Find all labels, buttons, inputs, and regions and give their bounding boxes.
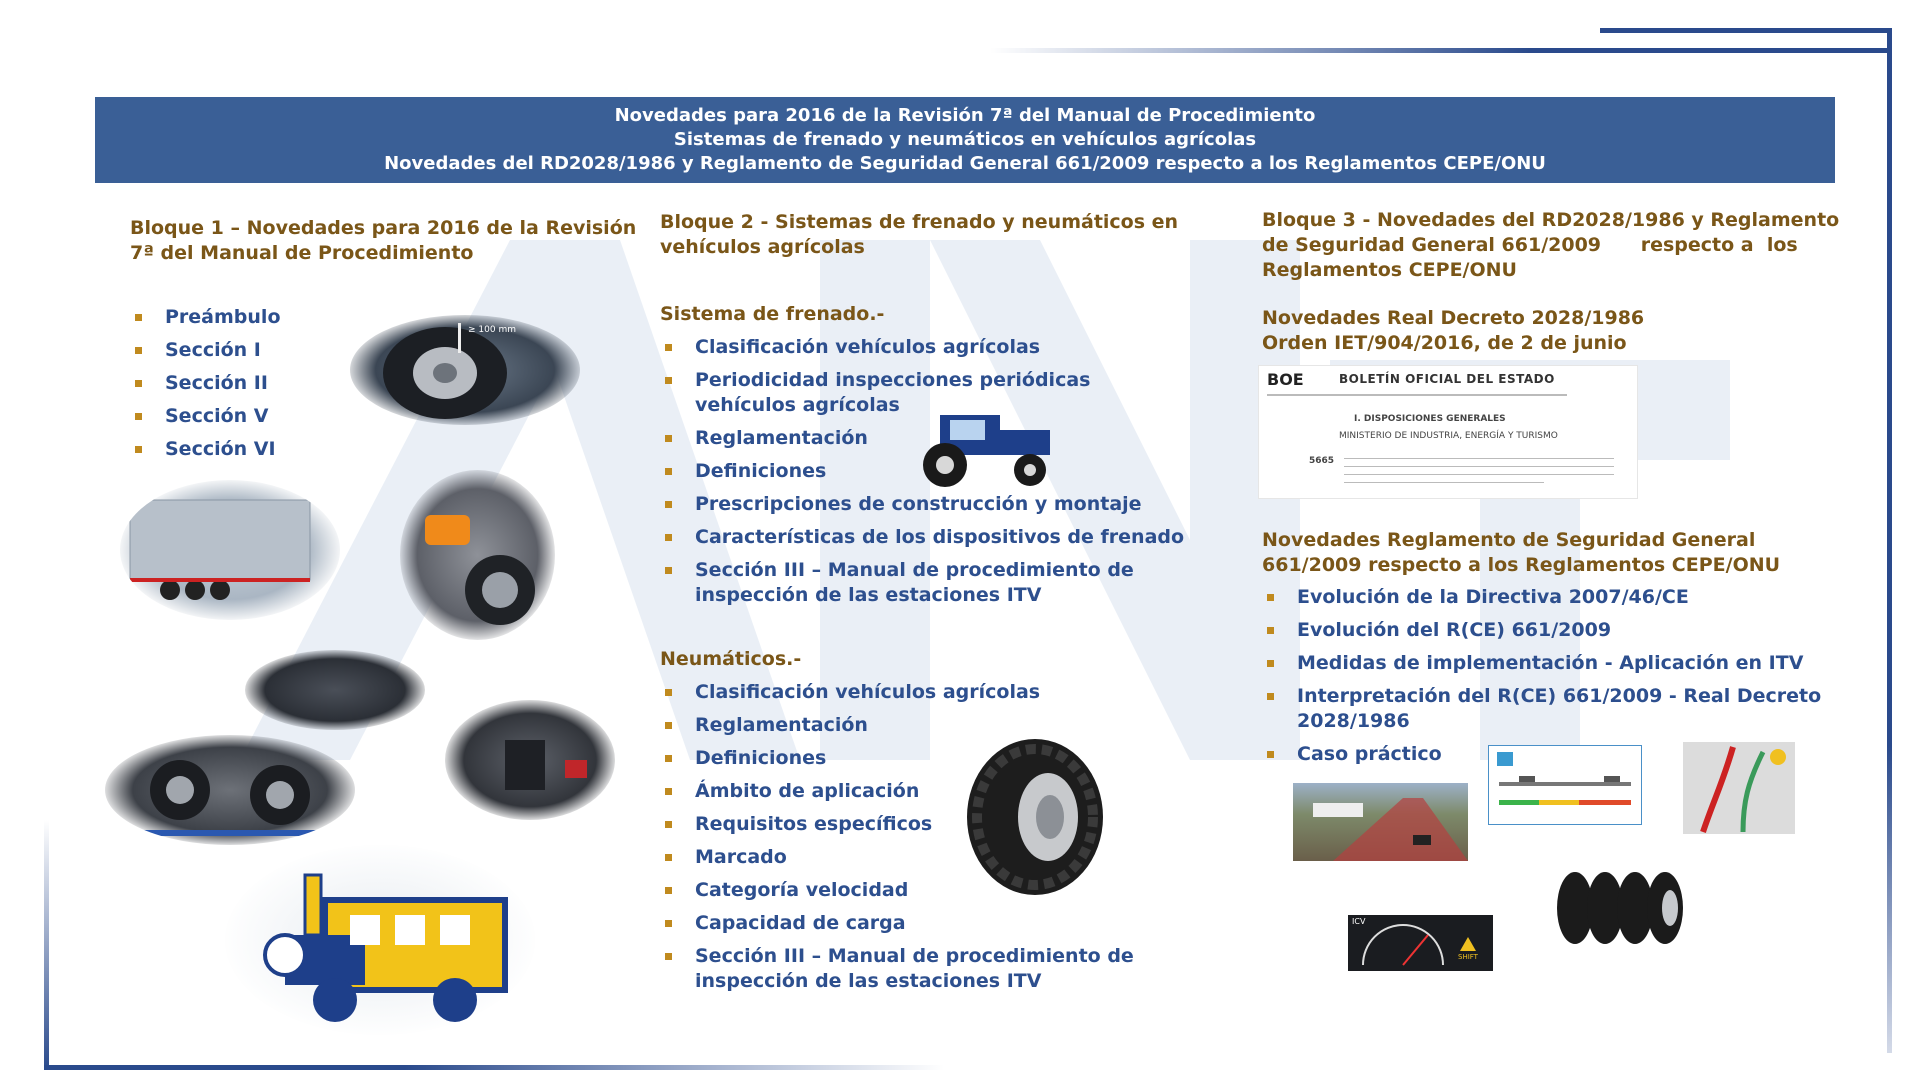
boe-section: I. DISPOSICIONES GENERALES <box>1354 414 1506 424</box>
trailer-image <box>120 480 340 620</box>
boe-divider <box>1267 394 1567 396</box>
header-line-2: Sistemas de frenado y neumáticos en vehículos agrícolas <box>673 129 1257 150</box>
frame-right-line <box>1887 28 1892 1053</box>
block3-item[interactable]: Evolución del R(CE) 661/2009 <box>1262 618 1822 643</box>
tourist-train-image <box>225 845 535 1035</box>
block1-item[interactable]: Sección V <box>130 404 330 429</box>
header-line-1: Novedades para 2016 de la Revisión 7ª del Manual de Procedimiento <box>614 105 1316 126</box>
rd-heading <box>1262 306 1822 356</box>
frame-left-line <box>44 820 49 1070</box>
block1-item[interactable]: Sección I <box>130 338 330 363</box>
tyres-item[interactable]: Ámbito de aplicación <box>660 779 1180 804</box>
dashboard-gauge-image <box>1348 915 1493 971</box>
block1-item[interactable]: Sección VI <box>130 437 330 462</box>
lane-assist-icon <box>1683 742 1795 834</box>
frame-bottom-line <box>44 1065 944 1070</box>
block3-item[interactable]: Medidas de implementación - Aplicación en ITV <box>1262 651 1822 676</box>
tyres-item[interactable]: Capacidad de carga <box>660 911 1180 936</box>
block2-title-line2: vehículos agrícolas <box>660 236 865 258</box>
wheels-icon <box>105 735 355 845</box>
reg-heading-line1: Novedades Reglamento de Seguridad General <box>1262 529 1756 551</box>
block1-title-line1: Bloque 1 – Novedades para 2016 de la Revisión <box>130 217 637 239</box>
block3-title-line2: de Seguridad General 661/2009 respecto a los <box>1262 234 1798 256</box>
braking-item[interactable]: Definiciones <box>660 459 1190 484</box>
braking-item[interactable]: Reglamentación <box>660 426 1190 451</box>
braking-heading: Sistema de frenado.- <box>660 303 885 325</box>
gauge-icon <box>1348 915 1493 971</box>
reg-heading <box>1262 528 1822 578</box>
boe-text-line <box>1344 474 1614 475</box>
wheels-lift-image <box>105 735 355 845</box>
mechanic-image <box>245 650 425 730</box>
steering-icon <box>445 700 615 820</box>
block2-title-line1: Bloque 2 - Sistemas de frenado y neumáticos en <box>660 211 1179 233</box>
braking-item[interactable]: Prescripciones de construcción y montaje <box>660 492 1190 517</box>
tire-icon <box>350 315 580 425</box>
boe-document-image <box>1258 365 1638 499</box>
tyres-item[interactable]: Categoría velocidad <box>660 878 1180 903</box>
block3-item[interactable]: Interpretación del R(CE) 661/2009 - Real Decreto 2028/1986 <box>1262 684 1822 734</box>
agricultural-tyre-image <box>960 735 1110 900</box>
train-icon <box>225 845 535 1035</box>
headlight-icon <box>400 470 555 640</box>
tyres-item[interactable]: Reglamentación <box>660 713 1180 738</box>
tyres-heading: Neumáticos.- <box>660 648 802 670</box>
boe-title: BOLETÍN OFICIAL DEL ESTADO <box>1339 372 1555 386</box>
reg-heading-line2: 661/2009 respecto a los Reglamentos CEPE/ONU <box>1262 554 1781 576</box>
block1-item[interactable]: Sección II <box>130 371 330 396</box>
tyres-item[interactable]: Definiciones <box>660 746 1180 771</box>
road-icon <box>1293 783 1468 861</box>
tractor-icon <box>900 400 1060 490</box>
braking-item[interactable]: Características de los dispositivos de frenado <box>660 525 1190 550</box>
frame-top-right-line <box>1600 28 1892 33</box>
lane-assist-image <box>1683 742 1795 834</box>
boe-text-line <box>1344 458 1614 459</box>
block1-item[interactable]: Preámbulo <box>130 305 330 330</box>
braking-item[interactable]: Sección III – Manual de procedimiento de inspección de las estaciones ITV <box>660 558 1190 608</box>
tyres-stack-image <box>1555 868 1695 948</box>
block3-title <box>1262 208 1842 283</box>
tire-measure-label: ≥ 100 mm <box>468 325 516 335</box>
rd-heading-line2: Orden IET/904/2016, de 2 de junio <box>1262 332 1627 354</box>
block3-item[interactable]: Evolución de la Directiva 2007/46/CE <box>1262 585 1822 610</box>
boe-text-line <box>1344 482 1544 483</box>
header-line-3: Novedades del RD2028/1986 y Reglamento de Seguridad General 661/2009 respecto a los Reglamentos CEPE/ONU <box>384 153 1546 174</box>
frame-top-line <box>990 48 1890 53</box>
trailer-icon <box>120 480 340 620</box>
car-headlight-image <box>400 470 555 640</box>
tyres-stack-icon <box>1555 868 1695 948</box>
block1-list <box>130 305 330 470</box>
boe-number: 5665 <box>1309 456 1335 466</box>
boe-logo: BOE <box>1267 370 1304 389</box>
tyres-item[interactable]: Requisitos específicos <box>660 812 1180 837</box>
dash-label: ICV <box>1352 917 1366 926</box>
braking-item[interactable]: Clasificación vehículos agrícolas <box>660 335 1190 360</box>
tire-measure-image <box>350 315 580 425</box>
cab-interior-image <box>445 700 615 820</box>
tractor-image <box>900 400 1060 490</box>
shift-label: SHIFT <box>1458 953 1478 961</box>
tyres-item[interactable]: Sección III – Manual de procedimiento de inspección de las estaciones ITV <box>660 944 1180 994</box>
road-scene-image <box>1293 783 1468 861</box>
distance-diagram-image <box>1488 745 1642 825</box>
tyres-item[interactable]: Clasificación vehículos agrícolas <box>660 680 1180 705</box>
tyres-item[interactable]: Marcado <box>660 845 1180 870</box>
block3-title-line1: Bloque 3 - Novedades del RD2028/1986 y Reglamento <box>1262 209 1840 231</box>
block3-item[interactable]: Caso práctico <box>1262 742 1822 767</box>
block1-title-line2: 7ª del Manual de Procedimiento <box>130 242 474 264</box>
boe-ministry: MINISTERIO DE INDUSTRIA, ENERGÍA Y TURISMO <box>1339 431 1558 441</box>
agricultural-tyre-icon <box>960 735 1110 900</box>
rd-heading-line1: Novedades Real Decreto 2028/1986 <box>1262 307 1645 329</box>
block2-title <box>660 210 1220 260</box>
boe-text-line <box>1344 466 1614 467</box>
header-banner <box>95 97 1835 183</box>
braking-item[interactable]: Periodicidad inspecciones periódicas vehículos agrícolas <box>660 368 1190 418</box>
block3-title-line3: Reglamentos CEPE/ONU <box>1262 259 1517 281</box>
distance-icon <box>1489 746 1641 824</box>
block1-title <box>130 216 640 266</box>
